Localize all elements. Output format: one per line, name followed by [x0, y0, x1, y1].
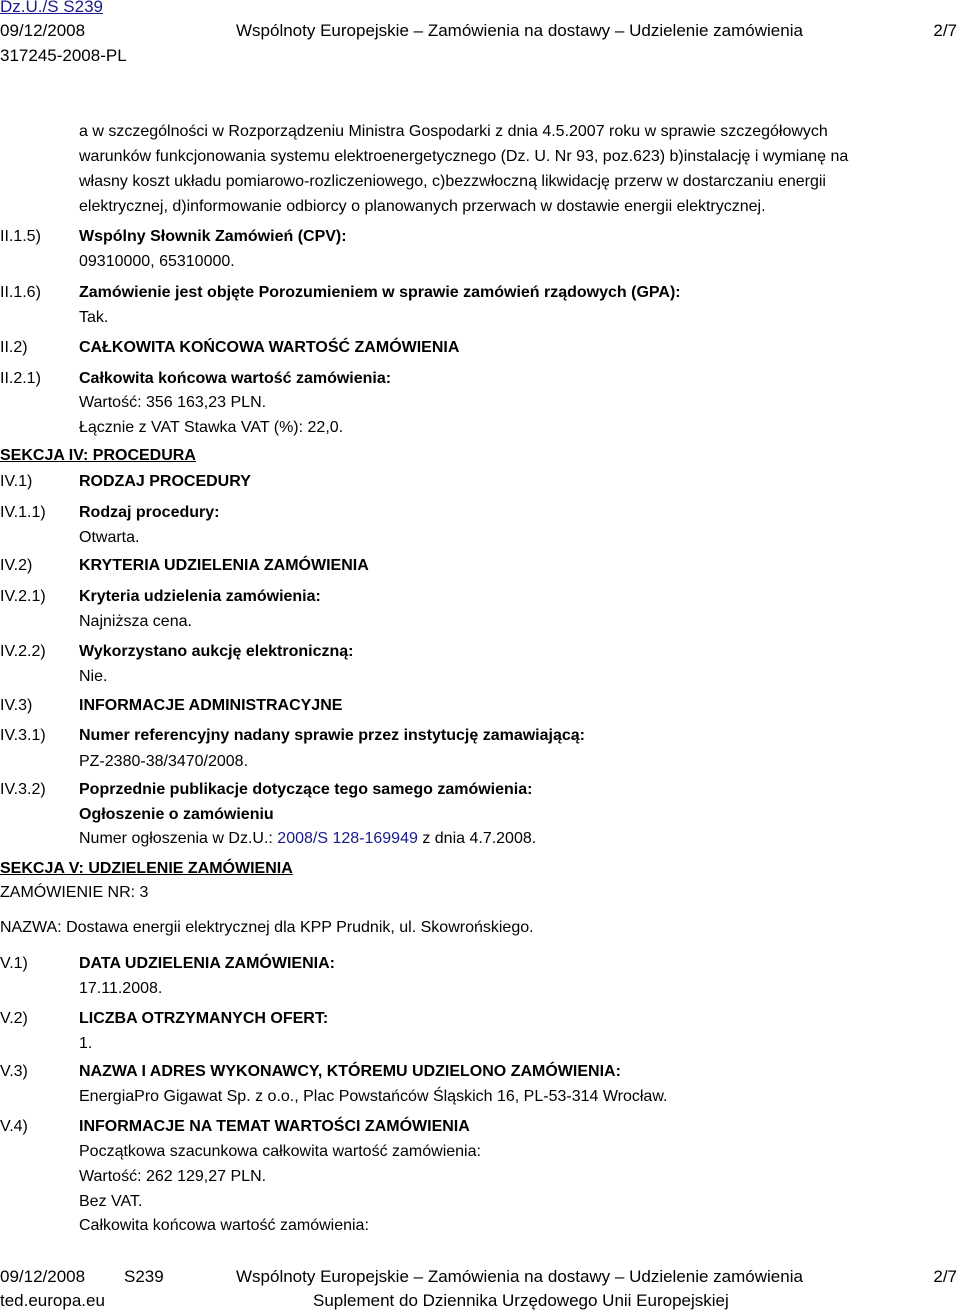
auction-number: IV.2.2): [0, 643, 46, 660]
header-doc-id: 317245-2008-PL: [0, 46, 127, 65]
total-value-number: II.2): [0, 339, 28, 356]
previous-pub-date: z dnia 4.7.2008.: [422, 830, 537, 847]
previous-pub-label: Poprzednie publikacje dotyczące tego samego zamówienia:: [79, 781, 533, 798]
initial-value-label: Początkowa szacunkowa całkowita wartość zamówienia:: [79, 1143, 481, 1160]
footer-site[interactable]: ted.europa.eu: [0, 1291, 105, 1310]
procedure-type-number: IV.1): [0, 473, 33, 490]
previous-pub-line: [79, 829, 536, 849]
total-value-heading: CAŁKOWITA KOŃCOWA WARTOŚĆ ZAMÓWIENIA: [79, 339, 460, 356]
admin-info-heading: INFORMACJE ADMINISTRACYJNE: [79, 697, 343, 714]
footer-supplement: Suplement do Dziennika Urzędowego Unii Europejskiej: [313, 1291, 729, 1310]
gpa-value: Tak.: [79, 309, 109, 326]
award-date-label: DATA UDZIELENIA ZAMÓWIENIA:: [79, 955, 335, 972]
contract-number: ZAMÓWIENIE NR: 3: [0, 884, 149, 901]
criteria-heading: KRYTERIA UDZIELENIA ZAMÓWIENIA: [79, 557, 369, 574]
footer-date: 09/12/2008: [0, 1267, 86, 1286]
footer-issue: S239: [124, 1267, 164, 1286]
intro-line-2: warunków funkcjonowania systemu elektroenergetycznego (Dz. U. Nr 93, poz.623) b)instalację i wymianę na: [79, 148, 849, 165]
header-date: 09/12/2008: [0, 21, 86, 40]
gpa-number: II.1.6): [0, 284, 41, 301]
admin-info-number: IV.3): [0, 697, 33, 714]
contractor-number: V.3): [0, 1063, 28, 1080]
reference-number: IV.3.1): [0, 727, 46, 744]
cpv-value: 09310000, 65310000.: [79, 253, 235, 270]
procedure-type-heading: RODZAJ PROCEDURY: [79, 473, 251, 490]
footer-title: Wspólnoty Europejskie – Zamówienia na dostawy – Udzielenie zamówienia: [236, 1267, 803, 1286]
journal-ref-link[interactable]: Dz.U./S S239: [0, 0, 103, 16]
auction-label: Wykorzystano aukcję elektroniczną:: [79, 643, 354, 660]
criteria-sub-number: IV.2.1): [0, 588, 46, 605]
previous-pub-number: IV.3.2): [0, 781, 46, 798]
offers-count-label: LICZBA OTRZYMANYCH OFERT:: [79, 1010, 329, 1027]
final-value-label: Całkowita końcowa wartość zamówienia:: [79, 1217, 369, 1234]
total-value-sub-number: II.2.1): [0, 370, 41, 387]
award-date-value: 17.11.2008.: [79, 980, 163, 997]
offers-count-value: 1.: [79, 1035, 93, 1052]
section-iv-title: SEKCJA IV: PROCEDURA: [0, 447, 196, 464]
criteria-number: IV.2): [0, 557, 33, 574]
auction-value: Nie.: [79, 668, 108, 685]
header-page: 2/7: [933, 21, 957, 40]
procedure-label: Rodzaj procedury:: [79, 504, 220, 521]
offers-count-number: V.2): [0, 1010, 28, 1027]
previous-pub-subheading: Ogłoszenie o zamówieniu: [79, 806, 274, 823]
procedure-value: Otwarta.: [79, 529, 140, 546]
contract-value-number: V.4): [0, 1118, 28, 1135]
footer-page: 2/7: [933, 1267, 957, 1286]
initial-value-amount: Wartość: 262 129,27 PLN.: [79, 1168, 267, 1185]
total-value-label: Całkowita końcowa wartość zamówienia:: [79, 370, 392, 387]
award-date-number: V.1): [0, 955, 28, 972]
gpa-label: Zamówienie jest objęte Porozumieniem w sprawie zamówień rządowych (GPA):: [79, 284, 681, 301]
initial-value-vat: Bez VAT.: [79, 1193, 143, 1210]
previous-pub-link[interactable]: 2008/S 128-169949: [277, 830, 418, 847]
section-v-title: SEKCJA V: UDZIELENIE ZAMÓWIENIA: [0, 860, 293, 877]
previous-pub-text: Numer ogłoszenia w Dz.U.:: [79, 830, 273, 847]
contract-name: NAZWA: Dostawa energii elektrycznej dla KPP Prudnik, ul. Skowrońskiego.: [0, 919, 534, 936]
header-title: Wspólnoty Europejskie – Zamówienia na dostawy – Udzielenie zamówienia: [236, 21, 803, 40]
reference-label: Numer referencyjny nadany sprawie przez instytucję zamawiającą:: [79, 727, 585, 744]
criteria-label: Kryteria udzielenia zamówienia:: [79, 588, 321, 605]
cpv-number: II.1.5): [0, 228, 41, 245]
criteria-value: Najniższa cena.: [79, 613, 192, 630]
intro-line-3: własny koszt układu pomiarowo-rozliczeniowego, c)bezzwłoczną likwidację przerw w dostarczaniu energii: [79, 173, 826, 190]
total-value-amount: Wartość: 356 163,23 PLN.: [79, 394, 267, 411]
contract-value-heading: INFORMACJE NA TEMAT WARTOŚCI ZAMÓWIENIA: [79, 1118, 470, 1135]
cpv-label: Wspólny Słownik Zamówień (CPV):: [79, 228, 347, 245]
intro-line-4: elektrycznej, d)informowanie odbiorcy o planowanych przerwach w dostawie energii elektrycznej.: [79, 198, 766, 215]
intro-line-1: a w szczególności w Rozporządzeniu Ministra Gospodarki z dnia 4.5.2007 roku w sprawie szczegółowych: [79, 123, 828, 140]
reference-value: PZ-2380-38/3470/2008.: [79, 753, 249, 770]
contractor-label: NAZWA I ADRES WYKONAWCY, KTÓREMU UDZIELONO ZAMÓWIENIA:: [79, 1063, 621, 1080]
total-value-vat: Łącznie z VAT Stawka VAT (%): 22,0.: [79, 419, 344, 436]
procedure-sub-number: IV.1.1): [0, 504, 46, 521]
contractor-value: EnergiaPro Gigawat Sp. z o.o., Plac Powstańców Śląskich 16, PL-53-314 Wrocław.: [79, 1088, 668, 1105]
